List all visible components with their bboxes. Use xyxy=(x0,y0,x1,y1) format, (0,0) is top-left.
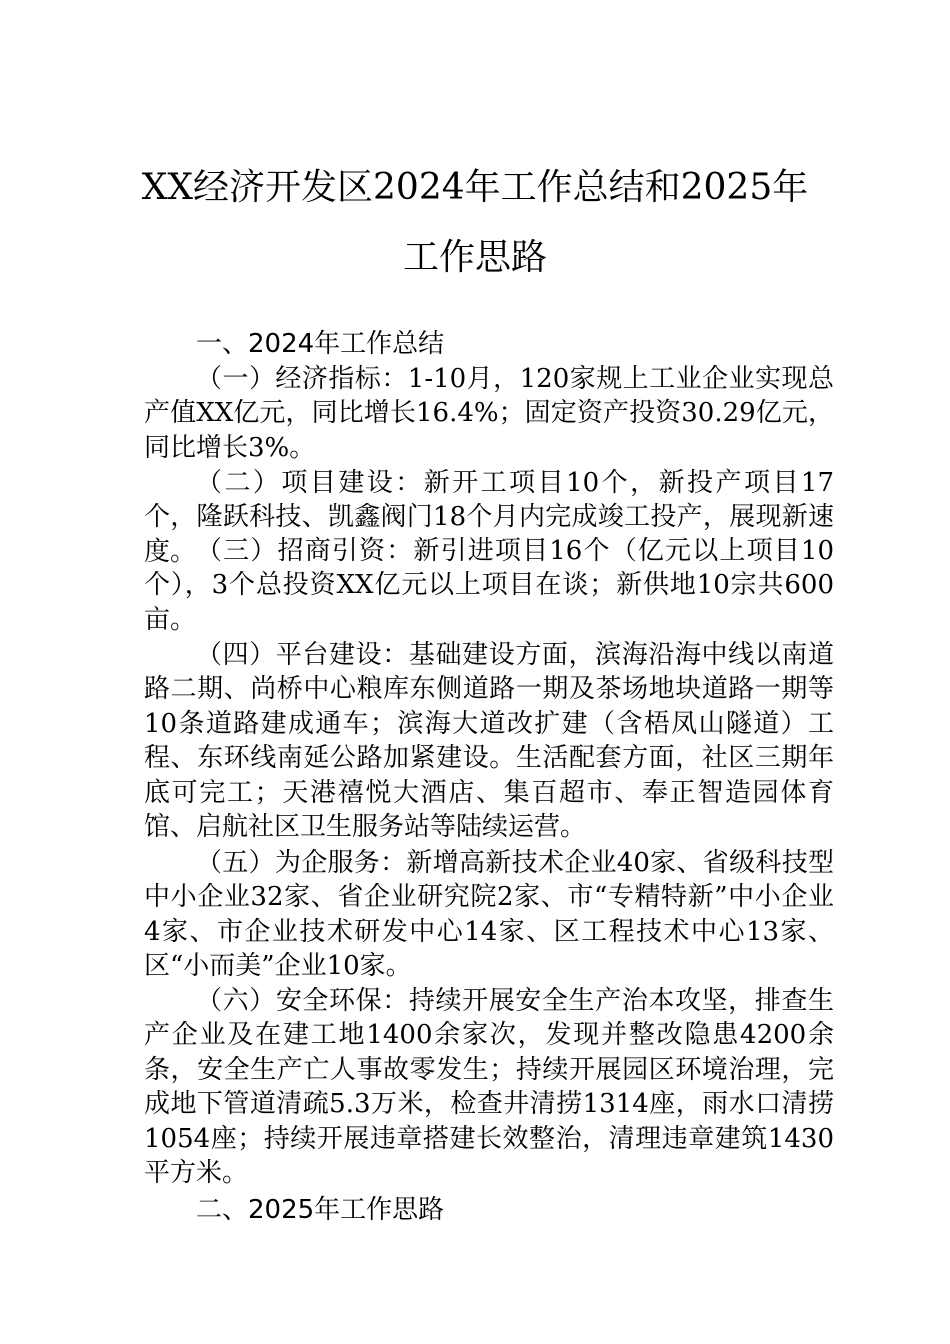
paragraph-project-construction: （二）项目建设：新开工项目10个，新投产项目17个，隆跃科技、凯鑫阀门18个月内完成竣工投产，展现新速度。 xyxy=(144,468,834,567)
document-title-line-1: XX经济开发区2024年工作总结和2025年 xyxy=(141,167,809,208)
paragraph-safety-environment: （六）安全环保：持续开展安全生产治本攻坚，排查生产企业及在建工地1400余家次，发现并整改隐患4200余条，安全生产亡人事故零发生；持续开展园区环境治理，完成地下管道清疏5.3万米，检查井清捞1314座，雨水口清捞1054座；持续开展违章搭建长效整治，清理违章建筑1430平方米。 xyxy=(144,986,834,1189)
paragraph-economic-indicators: （一）经济指标：1-10月，120家规上工业企业实现总产值XX亿元，同比增长16.4%；固定资产投资30.29亿元，同比增长3%。 xyxy=(144,364,834,463)
paragraph-investment-attraction: （三）招商引资：新引进项目16个（亿元以上项目10个），3个总投资XX亿元以上项目在谈；新供地10宗共600亩。 xyxy=(144,536,834,635)
paragraph-enterprise-services: （五）为企服务：新增高新技术企业40家、省级科技型中小企业32家、省企业研究院2家、市“专精特新”中小企业4家、市企业技术研发中心14家、区工程技术中心13家、区“小而美”企业10家。 xyxy=(144,848,834,982)
section-heading-summary: 一、2024年工作总结 xyxy=(196,329,445,359)
section-heading-plan: 二、2025年工作思路 xyxy=(196,1195,445,1225)
document-title-line-2: 工作思路 xyxy=(402,237,547,278)
paragraph-platform-construction: （四）平台建设：基础建设方面，滨海沿海中线以南道路二期、尚桥中心粮库东侧道路一期及茶场地块道路一期等10条道路建成通车；滨海大道改扩建（含梧凤山隧道）工程、东环线南延公路加紧建设。生活配套方面，社区三期年底可完工；天港禧悦大酒店、集百超市、奉正智造园体育馆、启航社区卫生服务站等陆续运营。 xyxy=(144,640,834,843)
